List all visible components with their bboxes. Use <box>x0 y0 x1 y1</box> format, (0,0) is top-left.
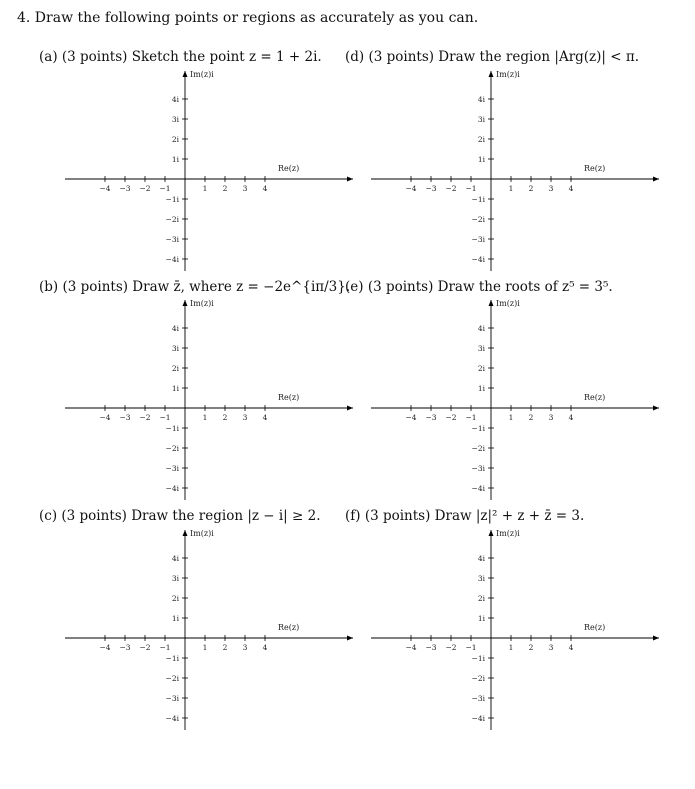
x-tick-label: 3 <box>242 184 248 193</box>
imaginary-axis-label: Im(z)i <box>190 70 214 79</box>
x-tick-label: 2 <box>528 413 534 422</box>
x-tick-label: −1 <box>159 184 171 193</box>
x-tick-label: −2 <box>445 184 457 193</box>
x-tick-label: 4 <box>262 643 268 652</box>
part-a-label: (a) (3 points) Sketch the point z = 1 + 2i. <box>39 49 322 65</box>
y-tick-label: −3i <box>165 464 179 473</box>
x-tick-label: 4 <box>568 413 574 422</box>
x-tick-label: 4 <box>262 413 268 422</box>
question-title: 4. Draw the following points or regions as accurately as you can. <box>17 10 479 26</box>
imaginary-axis-arrow <box>489 71 494 77</box>
y-tick-label: 1i <box>171 384 179 393</box>
y-tick-label: −1i <box>165 424 179 433</box>
y-tick-label: −1i <box>165 654 179 663</box>
y-tick-label: 2i <box>171 364 179 373</box>
x-tick-label: −3 <box>425 413 437 422</box>
x-tick-label: 1 <box>202 413 208 422</box>
y-tick-label: 4i <box>477 95 485 104</box>
real-axis-arrow <box>347 177 353 182</box>
x-tick-label: −2 <box>139 184 151 193</box>
x-tick-label: −3 <box>119 184 131 193</box>
imaginary-axis-arrow <box>489 300 494 306</box>
y-tick-label: −2i <box>165 674 179 683</box>
y-tick-label: 1i <box>171 155 179 164</box>
y-tick-label: 3i <box>171 115 179 124</box>
y-tick-label: −1i <box>471 654 485 663</box>
x-tick-label: −1 <box>159 643 171 652</box>
x-tick-label: −3 <box>119 413 131 422</box>
x-tick-label: 2 <box>528 184 534 193</box>
real-axis-arrow <box>653 177 659 182</box>
x-tick-label: 1 <box>508 184 514 193</box>
x-tick-label: −2 <box>445 643 457 652</box>
complex-plane-c[interactable] <box>60 526 360 736</box>
x-tick-label: 3 <box>242 643 248 652</box>
y-tick-label: −2i <box>471 215 485 224</box>
x-tick-label: 4 <box>568 643 574 652</box>
x-tick-label: 2 <box>528 643 534 652</box>
x-tick-label: −3 <box>119 643 131 652</box>
y-tick-label: −4i <box>471 484 485 493</box>
y-tick-label: 2i <box>171 594 179 603</box>
x-tick-label: 3 <box>548 643 554 652</box>
imaginary-axis-arrow <box>183 300 188 306</box>
imaginary-axis-arrow <box>183 71 188 77</box>
y-tick-label: 3i <box>477 115 485 124</box>
imaginary-axis-label: Im(z)i <box>496 299 520 308</box>
complex-plane-f[interactable] <box>366 526 666 736</box>
y-tick-label: 4i <box>171 324 179 333</box>
y-tick-label: 1i <box>477 614 485 623</box>
x-tick-label: 2 <box>222 643 228 652</box>
y-tick-label: 2i <box>171 135 179 144</box>
imaginary-axis-label: Im(z)i <box>190 299 214 308</box>
y-tick-label: 3i <box>477 344 485 353</box>
y-tick-label: −4i <box>165 484 179 493</box>
x-tick-label: −3 <box>425 184 437 193</box>
y-tick-label: −1i <box>471 195 485 204</box>
x-tick-label: −4 <box>99 413 111 422</box>
part-b-label: (b) (3 points) Draw z̄, where z = −2e^{iπ/3}. <box>39 279 351 295</box>
y-tick-label: −2i <box>165 444 179 453</box>
x-tick-label: −1 <box>159 413 171 422</box>
x-tick-label: −4 <box>99 184 111 193</box>
complex-plane-b[interactable] <box>60 296 360 506</box>
x-tick-label: −1 <box>465 413 477 422</box>
x-tick-label: 1 <box>508 643 514 652</box>
y-tick-label: −3i <box>471 464 485 473</box>
y-tick-label: 4i <box>477 324 485 333</box>
part-e-label: (e) (3 points) Draw the roots of z⁵ = 3⁵. <box>345 279 613 295</box>
y-tick-label: 3i <box>171 344 179 353</box>
x-tick-label: −4 <box>99 643 111 652</box>
x-tick-label: −2 <box>139 413 151 422</box>
complex-plane-e[interactable] <box>366 296 666 506</box>
real-axis-label: Re(z) <box>584 623 606 632</box>
x-tick-label: 4 <box>568 184 574 193</box>
y-tick-label: −2i <box>165 215 179 224</box>
imaginary-axis-arrow <box>183 530 188 536</box>
y-tick-label: −4i <box>471 255 485 264</box>
x-tick-label: −4 <box>405 643 417 652</box>
imaginary-axis-arrow <box>489 530 494 536</box>
y-tick-label: −4i <box>165 714 179 723</box>
x-tick-label: 3 <box>548 413 554 422</box>
complex-plane-d[interactable] <box>366 67 666 277</box>
y-tick-label: −1i <box>165 195 179 204</box>
y-tick-label: −3i <box>165 694 179 703</box>
real-axis-arrow <box>653 406 659 411</box>
y-tick-label: 2i <box>477 364 485 373</box>
y-tick-label: −3i <box>471 235 485 244</box>
y-tick-label: −4i <box>165 255 179 264</box>
real-axis-arrow <box>347 636 353 641</box>
y-tick-label: 1i <box>171 614 179 623</box>
imaginary-axis-label: Im(z)i <box>190 529 214 538</box>
x-tick-label: 3 <box>548 184 554 193</box>
real-axis-arrow <box>653 636 659 641</box>
y-tick-label: 4i <box>477 554 485 563</box>
imaginary-axis-label: Im(z)i <box>496 529 520 538</box>
x-tick-label: −3 <box>425 643 437 652</box>
real-axis-label: Re(z) <box>278 164 300 173</box>
x-tick-label: −2 <box>139 643 151 652</box>
part-d-label: (d) (3 points) Draw the region |Arg(z)| < π. <box>345 49 640 65</box>
y-tick-label: −3i <box>165 235 179 244</box>
y-tick-label: 1i <box>477 155 485 164</box>
y-tick-label: 3i <box>171 574 179 583</box>
y-tick-label: −2i <box>471 444 485 453</box>
y-tick-label: 2i <box>477 594 485 603</box>
x-tick-label: 2 <box>222 413 228 422</box>
part-f-label: (f) (3 points) Draw |z|² + z + z̄ = 3. <box>345 508 585 524</box>
y-tick-label: 4i <box>171 554 179 563</box>
y-tick-label: 4i <box>171 95 179 104</box>
real-axis-label: Re(z) <box>584 393 606 402</box>
real-axis-label: Re(z) <box>278 623 300 632</box>
real-axis-label: Re(z) <box>584 164 606 173</box>
x-tick-label: 4 <box>262 184 268 193</box>
real-axis-arrow <box>347 406 353 411</box>
y-tick-label: 2i <box>477 135 485 144</box>
x-tick-label: −4 <box>405 184 417 193</box>
x-tick-label: 3 <box>242 413 248 422</box>
imaginary-axis-label: Im(z)i <box>496 70 520 79</box>
x-tick-label: 1 <box>202 184 208 193</box>
x-tick-label: −2 <box>445 413 457 422</box>
real-axis-label: Re(z) <box>278 393 300 402</box>
part-c-label: (c) (3 points) Draw the region |z − i| ≥ 2. <box>39 508 321 524</box>
x-tick-label: −4 <box>405 413 417 422</box>
y-tick-label: −3i <box>471 694 485 703</box>
x-tick-label: −1 <box>465 643 477 652</box>
x-tick-label: 1 <box>202 643 208 652</box>
x-tick-label: 2 <box>222 184 228 193</box>
x-tick-label: −1 <box>465 184 477 193</box>
y-tick-label: −1i <box>471 424 485 433</box>
y-tick-label: −2i <box>471 674 485 683</box>
complex-plane-a[interactable] <box>60 67 360 277</box>
y-tick-label: −4i <box>471 714 485 723</box>
y-tick-label: 3i <box>477 574 485 583</box>
y-tick-label: 1i <box>477 384 485 393</box>
x-tick-label: 1 <box>508 413 514 422</box>
